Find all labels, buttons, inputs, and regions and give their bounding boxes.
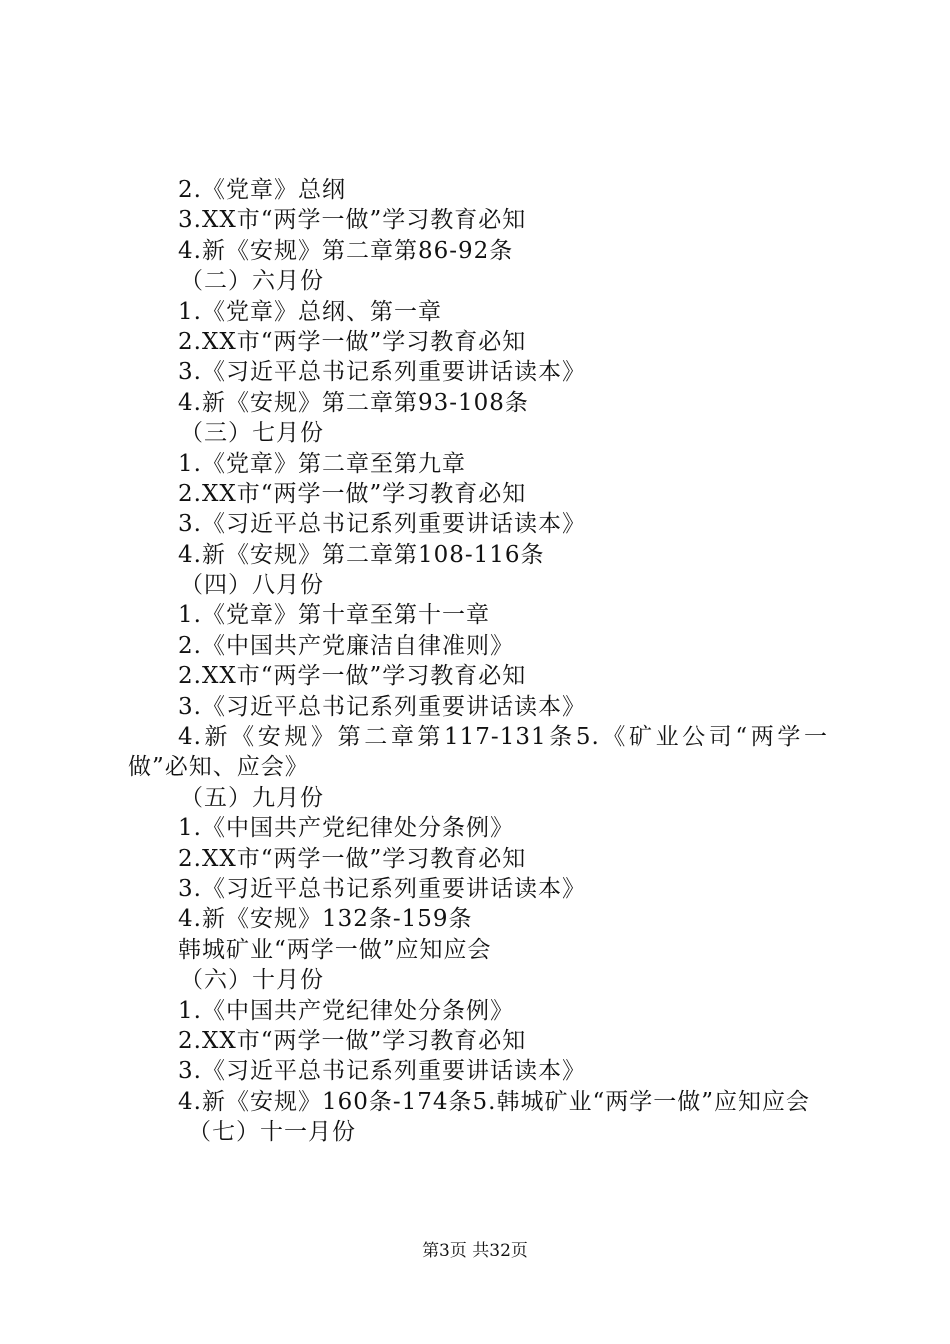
text-line: 3.《习近平总书记系列重要讲话读本》 — [178, 359, 586, 386]
text-line: 3.《习近平总书记系列重要讲话读本》 — [178, 876, 586, 903]
text-line: 3.《习近平总书记系列重要讲话读本》 — [178, 511, 586, 538]
text-line: 1.《党章》第二章至第九章 — [178, 450, 466, 477]
text-line: 1.《中国共产党纪律处分条例》 — [178, 997, 514, 1024]
page-number-footer: 第3页 共32页 — [422, 1241, 528, 1261]
document-body — [128, 175, 828, 1148]
text-line: 2.《党章》总纲 — [178, 177, 346, 203]
text-line: 韩城矿业“两学一做”应知应会 — [178, 936, 492, 963]
text-line: 4.新《安规》第二章第93-108条 — [178, 389, 529, 416]
text-line: 4.新《安规》132条-159条 — [178, 906, 473, 933]
text-line: 2.XX市“两学一做”学习教育必知 — [178, 1027, 527, 1054]
text-line: 2.XX市“两学一做”学习教育必知 — [178, 845, 527, 872]
text-line: 2.XX市“两学一做”学习教育必知 — [178, 663, 527, 690]
text-line: 2.XX市“两学一做”学习教育必知 — [178, 480, 527, 507]
text-line: 3.《习近平总书记系列重要讲话读本》 — [178, 693, 586, 720]
text-line: 2.XX市“两学一做”学习教育必知 — [178, 328, 527, 355]
text-line: 3.《习近平总书记系列重要讲话读本》 — [178, 1058, 586, 1085]
text-line: 1.《中国共产党纪律处分条例》 — [178, 815, 514, 842]
wrapped-paragraph: 4.新《安规》160条-174条5.韩城矿业“两学一做”应知应会 — [178, 1088, 810, 1115]
section-heading: （二）六月份 — [180, 268, 324, 295]
section-heading: （六）十月份 — [180, 967, 324, 994]
text-line: 4.新《安规》第二章第86-92条 — [178, 237, 514, 264]
section-heading: （三）七月份 — [180, 420, 324, 447]
text-line: 2.《中国共产党廉洁自律准则》 — [178, 632, 514, 659]
section-heading: （四）八月份 — [180, 572, 324, 599]
text-line: 1.《党章》第十章至第十一章 — [178, 602, 490, 629]
text-line: 4.新《安规》第二章第108-116条 — [178, 541, 545, 568]
wrapped-paragraph: 4.新《安规》第二章第117-131条5.《矿业公司“两学一做”必知、应会》 — [128, 724, 828, 781]
text-line: 3.XX市“两学一做”学习教育必知 — [178, 207, 527, 234]
text-line: 1.《党章》总纲、第一章 — [178, 298, 442, 325]
section-heading: （七）十一月份 — [188, 1119, 356, 1146]
section-heading: （五）九月份 — [180, 784, 324, 811]
